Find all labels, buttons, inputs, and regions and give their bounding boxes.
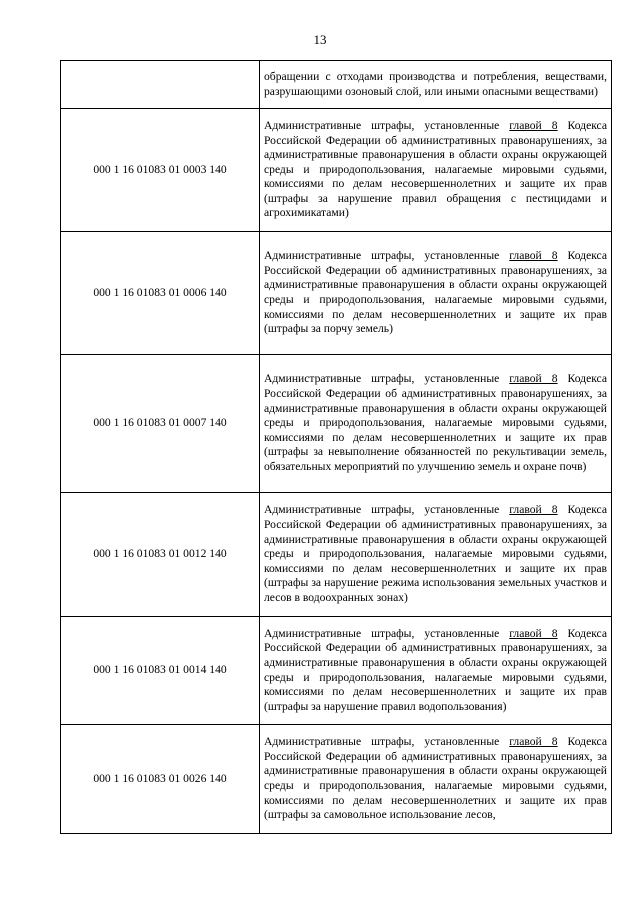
description-cell: [260, 109, 612, 232]
table-row: [61, 725, 612, 834]
code-cell: 000 1 16 01083 01 0007 140: [61, 355, 260, 493]
description-cell: [260, 493, 612, 617]
chapter-8-link[interactable]: главой 8: [509, 503, 558, 517]
table-row: [61, 61, 612, 109]
description-prefix: Административные штрафы, установленные: [264, 735, 510, 749]
code-cell: 000 1 16 01083 01 0026 140: [61, 725, 260, 834]
chapter-8-link[interactable]: главой 8: [509, 372, 558, 386]
code-cell: 000 1 16 01083 01 0012 140: [61, 493, 260, 617]
code-cell: 000 1 16 01083 01 0014 140: [61, 617, 260, 725]
description-suffix: Кодекса Российской Федерации об административных правонарушениях, за административные правонарушения в области охраны окружающей среды и природопользования, налагаемые мировыми судьями, комиссиями по делам несовершеннолетних и защите их прав (штрафы за самовольное использование лесов,: [264, 735, 607, 822]
description-prefix: Административные штрафы, установленные: [264, 372, 510, 386]
code-cell: [61, 61, 260, 109]
description-cell: [260, 355, 612, 493]
code-cell: 000 1 16 01083 01 0006 140: [61, 232, 260, 355]
description-suffix: Кодекса Российской Федерации об административных правонарушениях, за административные правонарушения в области охраны окружающей среды и природопользования, налагаемые мировыми судьями, комиссиями по делам несовершеннолетних и защите их прав (штрафы за нарушение правил обращения с пестицидами и агрохимикатами): [264, 118, 607, 220]
chapter-8-link[interactable]: главой 8: [509, 249, 558, 263]
chapter-8-link[interactable]: главой 8: [509, 118, 558, 132]
description-cell: [260, 725, 612, 834]
chapter-8-link[interactable]: главой 8: [509, 626, 558, 640]
code-cell: 000 1 16 01083 01 0003 140: [61, 109, 260, 232]
description-prefix: Административные штрафы, установленные: [264, 503, 510, 517]
table-row: [61, 355, 612, 493]
page-number: 13: [313, 32, 327, 47]
description-cell: обращении с отходами производства и потребления, веществами, разрушающими озоновый слой, или иными опасными веществами): [260, 61, 612, 109]
description-suffix: Кодекса Российской Федерации об административных правонарушениях, за административные правонарушения в области охраны окружающей среды и природопользования, налагаемые мировыми судьями, комиссиями по делам несовершеннолетних и защите их прав (штрафы за нарушение правил водопользования): [264, 626, 607, 713]
table-row: [61, 617, 612, 725]
table-row: [61, 493, 612, 617]
description-cell: [260, 232, 612, 355]
description-cell: [260, 617, 612, 725]
description-suffix: Кодекса Российской Федерации об административных правонарушениях, за административные правонарушения в области охраны окружающей среды и природопользования, налагаемые мировыми судьями, комиссиями по делам несовершеннолетних и защите их прав (штрафы за невыполнение обязанностей по рекультивации земель, обязательных мероприятий по улучшению земель и охране почв): [264, 372, 607, 473]
table-row: [61, 232, 612, 355]
description-prefix: Административные штрафы, установленные: [264, 626, 510, 640]
budget-codes-table: [60, 60, 612, 834]
description-suffix: Кодекса Российской Федерации об административных правонарушениях, за административные правонарушения в области охраны окружающей среды и природопользования, налагаемые мировыми судьями, комиссиями по делам несовершеннолетних и защите их прав (штрафы за нарушение режима использования земельных участков и лесов в водоохранных зонах): [264, 503, 607, 604]
description-prefix: Административные штрафы, установленные: [264, 118, 510, 132]
description-prefix: Административные штрафы, установленные: [264, 249, 510, 263]
chapter-8-link[interactable]: главой 8: [509, 735, 558, 749]
table-row: [61, 109, 612, 232]
description-suffix: Кодекса Российской Федерации об административных правонарушениях, за административные правонарушения в области охраны окружающей среды и природопользования, налагаемые мировыми судьями, комиссиями по делам несовершеннолетних и защите их прав (штрафы за порчу земель): [264, 249, 607, 336]
